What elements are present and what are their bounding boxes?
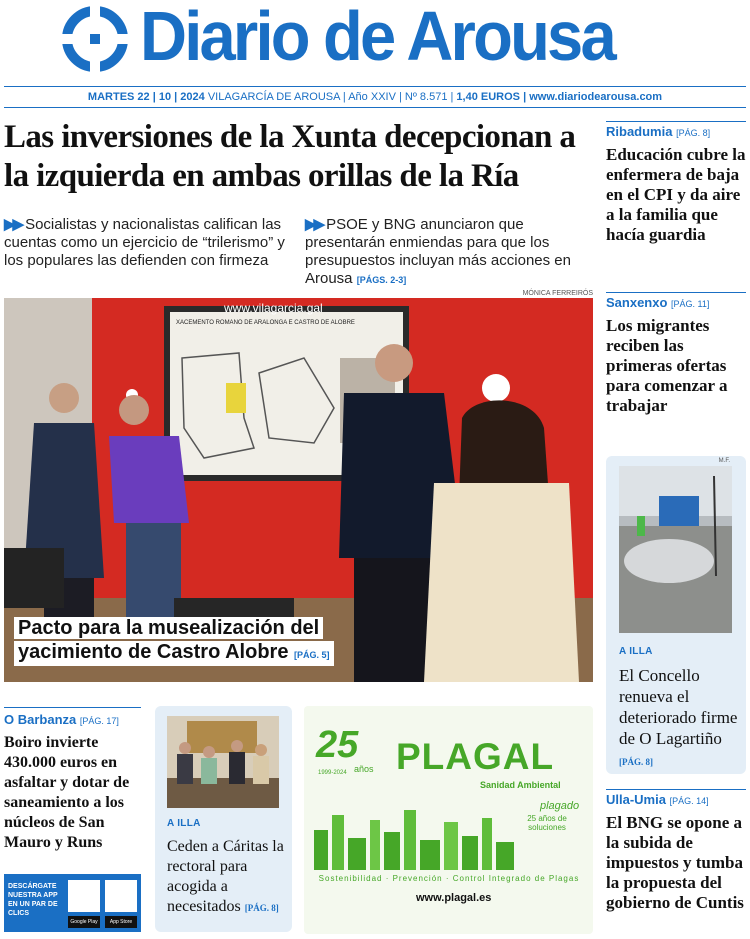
illa-tag: A ILLA [619, 646, 653, 657]
barbanza-story[interactable] [4, 712, 144, 853]
section-label [606, 295, 746, 310]
caption-line-1: Pacto para la musealización del [14, 617, 323, 639]
issue-web: | www.diariodearousa.com [523, 91, 663, 103]
bullet-icon: ▶▶ [4, 216, 22, 233]
story-title: Educación cubre la enfermera de baja en el CPI y da aire a la familia que hacía guardia [606, 145, 746, 244]
bullet-icon: ▶▶ [305, 216, 323, 233]
illa-text-wrap [619, 665, 739, 773]
caption-line-2-wrap [14, 641, 334, 666]
photo-wall-text: www.vilagarcia.gal [224, 301, 323, 315]
section-label [606, 792, 746, 807]
photo-caption [14, 617, 334, 668]
divider [606, 121, 746, 122]
photo-credit: MÓNICA FERREIRÓS [522, 290, 593, 297]
caritas-photo [167, 716, 279, 808]
main-photo[interactable] [4, 298, 593, 682]
lead-sub-left [4, 216, 296, 270]
issue-date: MARTES 22 | 10 | 2024 [87, 91, 205, 103]
issue-place: VILAGARCÍA DE AROUSA | Año XXIV | Nº 8.571 | [207, 91, 454, 103]
dateline [4, 86, 746, 108]
page-ref: [PÁG. 8] [619, 757, 653, 767]
section-name: Ulla-Umia [606, 792, 666, 807]
ad-tagline: Sanidad Ambiental [480, 780, 561, 790]
qr-code-icon[interactable] [105, 880, 137, 912]
divider [606, 292, 746, 293]
ad-badge: 25 años de soluciones [527, 814, 567, 832]
illa-box[interactable] [606, 456, 746, 774]
issue-price: 1,40 EUROS [456, 91, 521, 103]
lead-sub-left-text: Socialistas y nacionalistas califican las cuentas como un ejercicio de “trilerismo” y los populares las defienden con firmeza [4, 216, 285, 269]
newspaper-title: Diario de Arousa [140, 0, 614, 75]
page-ref: [PÁG. 11] [671, 299, 710, 309]
lead-headline[interactable]: Las inversiones de la Xunta decepcionan a la izquierda en ambas orillas de la Ría [4, 119, 576, 194]
section-label [606, 124, 746, 139]
section-name: Sanxenxo [606, 295, 668, 310]
illa-photo-credit: M.F. [718, 458, 730, 464]
masthead [0, 0, 750, 84]
caritas-box[interactable] [155, 706, 292, 932]
story-title: Los migrantes reciben las primeras ofertas para comenzar a trabajar [606, 316, 728, 415]
page-ref: [PÁG. 14] [669, 796, 709, 806]
caritas-text-wrap [167, 837, 287, 918]
divider [606, 789, 746, 790]
right-story-1[interactable] [606, 124, 746, 245]
right-story-3[interactable] [606, 792, 746, 913]
app-promo[interactable] [4, 874, 141, 932]
page-ref: [PÁG. 8] [244, 903, 279, 913]
right-story-2[interactable] [606, 295, 746, 416]
photo-board-title: XACEMENTO ROMANO DE ARALONGA E CASTRO DE ALOBRE [176, 320, 355, 326]
ad-anniversary-sub: años [354, 764, 374, 774]
page-ref: [PÁGS. 2-3] [356, 275, 407, 285]
caritas-text-block [167, 818, 287, 918]
lead-sub-right [305, 216, 597, 289]
plagal-ad[interactable] [304, 706, 593, 934]
divider [4, 707, 141, 708]
page-ref: [PÁG. 5] [294, 650, 330, 660]
ad-years: 1999-2024 [318, 770, 347, 776]
app-store-badge[interactable]: App Store [105, 916, 137, 928]
story-title: El BNG se opone a la subida de impuestos y tumba la propuesta del gobierno de Cuntis [606, 813, 744, 912]
google-play-badge[interactable]: Google Play [68, 916, 100, 928]
ad-url[interactable]: www.plagal.es [416, 892, 492, 904]
ad-brand: PLAGAL [396, 736, 555, 777]
logo-icon [62, 6, 128, 72]
page-ref: [PÁG. 17] [79, 716, 119, 726]
illa-photo [619, 466, 732, 633]
section-name: Ribadumia [606, 124, 673, 139]
illa-text: El Concello renueva el deteriorado firme de O Lagartiño [619, 666, 738, 748]
ad-slogan: Sostenibilidad · Prevención · Control Integrado de Plagas [318, 874, 580, 883]
ad-city-skyline [304, 800, 593, 870]
section-label [4, 712, 144, 727]
ad-badge-script: plagado [540, 800, 580, 812]
illa-text-block [619, 646, 739, 773]
page-ref: [PÁG. 8] [676, 128, 711, 138]
ad-anniversary: 25 [316, 724, 359, 766]
caritas-text: Ceden a Cáritas la rectoral para acogida a necesitados [167, 838, 284, 915]
story-title: Boiro invierte 430.000 euros en asfaltar y dotar de saneamiento a los núcleos de San Mauro y Runs [4, 734, 130, 851]
app-promo-text: DESCÁRGATE NUESTRA APP EN UN PAR DE CLICS [8, 883, 58, 917]
caption-line-2: yacimiento de Castro Alobre [18, 641, 289, 663]
section-name: O Barbanza [4, 712, 77, 727]
qr-code-icon[interactable] [68, 880, 100, 912]
caritas-tag: A ILLA [167, 818, 201, 829]
lead-sub-right-text: PSOE y BNG anunciaron que presentarán enmiendas para que los presupuestos incluyan más acciones en Arousa [305, 216, 571, 287]
